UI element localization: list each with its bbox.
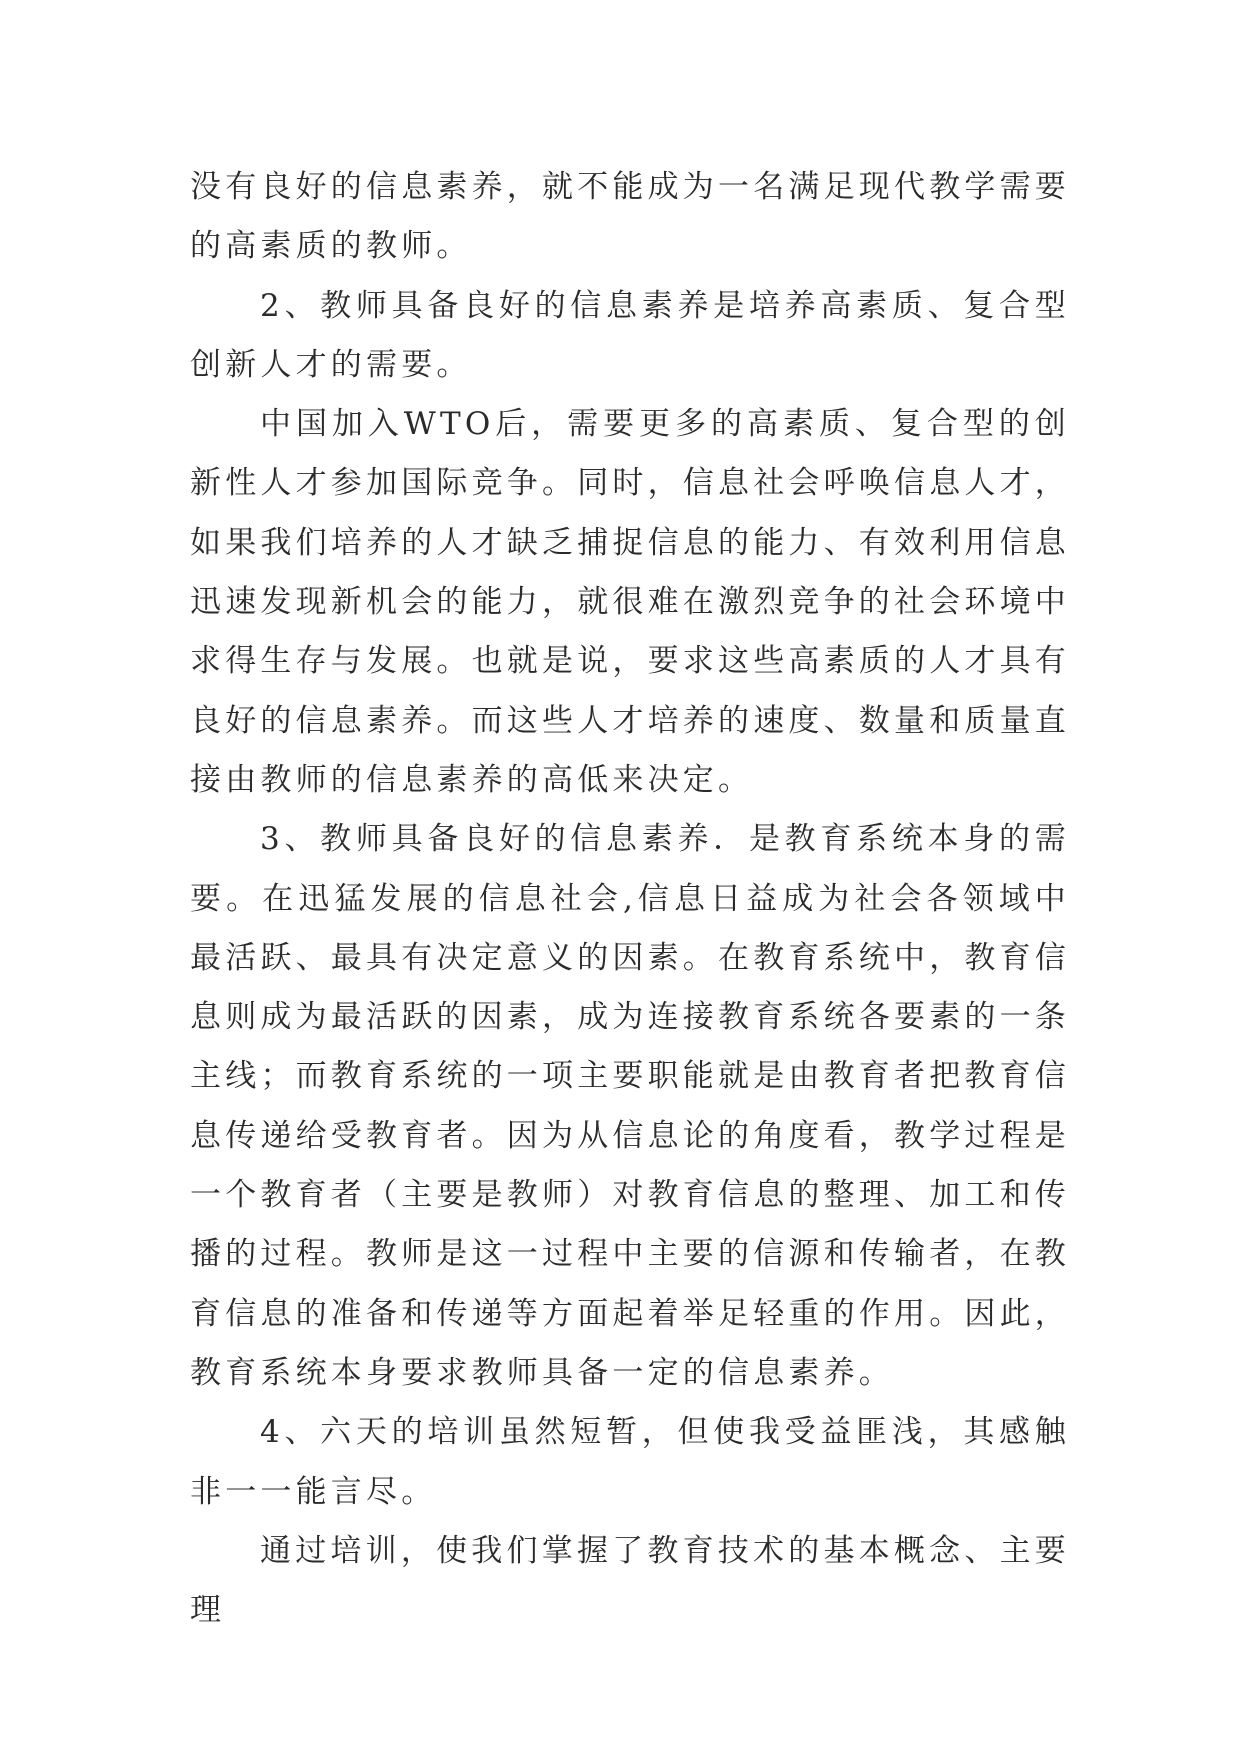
paragraph-continuation: 没有良好的信息素养，就不能成为一名满足现代教学需要的高素质的教师。 [190, 169, 1070, 265]
paragraph-point-4: 4、六天的培训虽然短暂，但使我受益匪浅，其感触非一一能言尽。 [190, 1414, 1070, 1510]
paragraph-point-3: 3、教师具备良好的信息素养．是教育系统本身的需要。在迅猛发展的信息社会,信息日益成为社会各领域中最活跃、最具有决定意义的因素。在教育系统中，教育信息则成为最活跃的因素，成为连接教育系统各要素的一条主线；而教育系统的一项主要职能就是由教育者把教育信息传递给受教育者。因为从信息论的角度看，教学过程是一个教育者（主要是教师）对教育信息的整理、加工和传播的过程。教师是这一过程中主要的信源和传输者，在教育信息的准备和传递等方面起着举足轻重的作用。因此，教育系统本身要求教师具备一定的信息素养。 [190, 821, 1070, 1391]
paragraph-point-2: 2、教师具备良好的信息素养是培养高素质、复合型创新人才的需要。 [190, 287, 1070, 383]
paragraph-training: 通过培训，使我们掌握了教育技术的基本概念、主要理 [190, 1532, 1070, 1629]
document-body [190, 158, 1070, 1640]
paragraph-wto: 中国加入WTO后，需要更多的高素质、复合型的创新性人才参加国际竞争。同时，信息社会呼唤信息人才，如果我们培养的人才缺乏捕捉信息的能力、有效利用信息迅速发现新机会的能力，就很难在激烈竞争的社会环境中求得生存与发展。也就是说，要求这些高素质的人才具有良好的信息素养。而这些人才培养的速度、数量和质量直接由教师的信息素养的高低来决定。 [190, 406, 1070, 798]
